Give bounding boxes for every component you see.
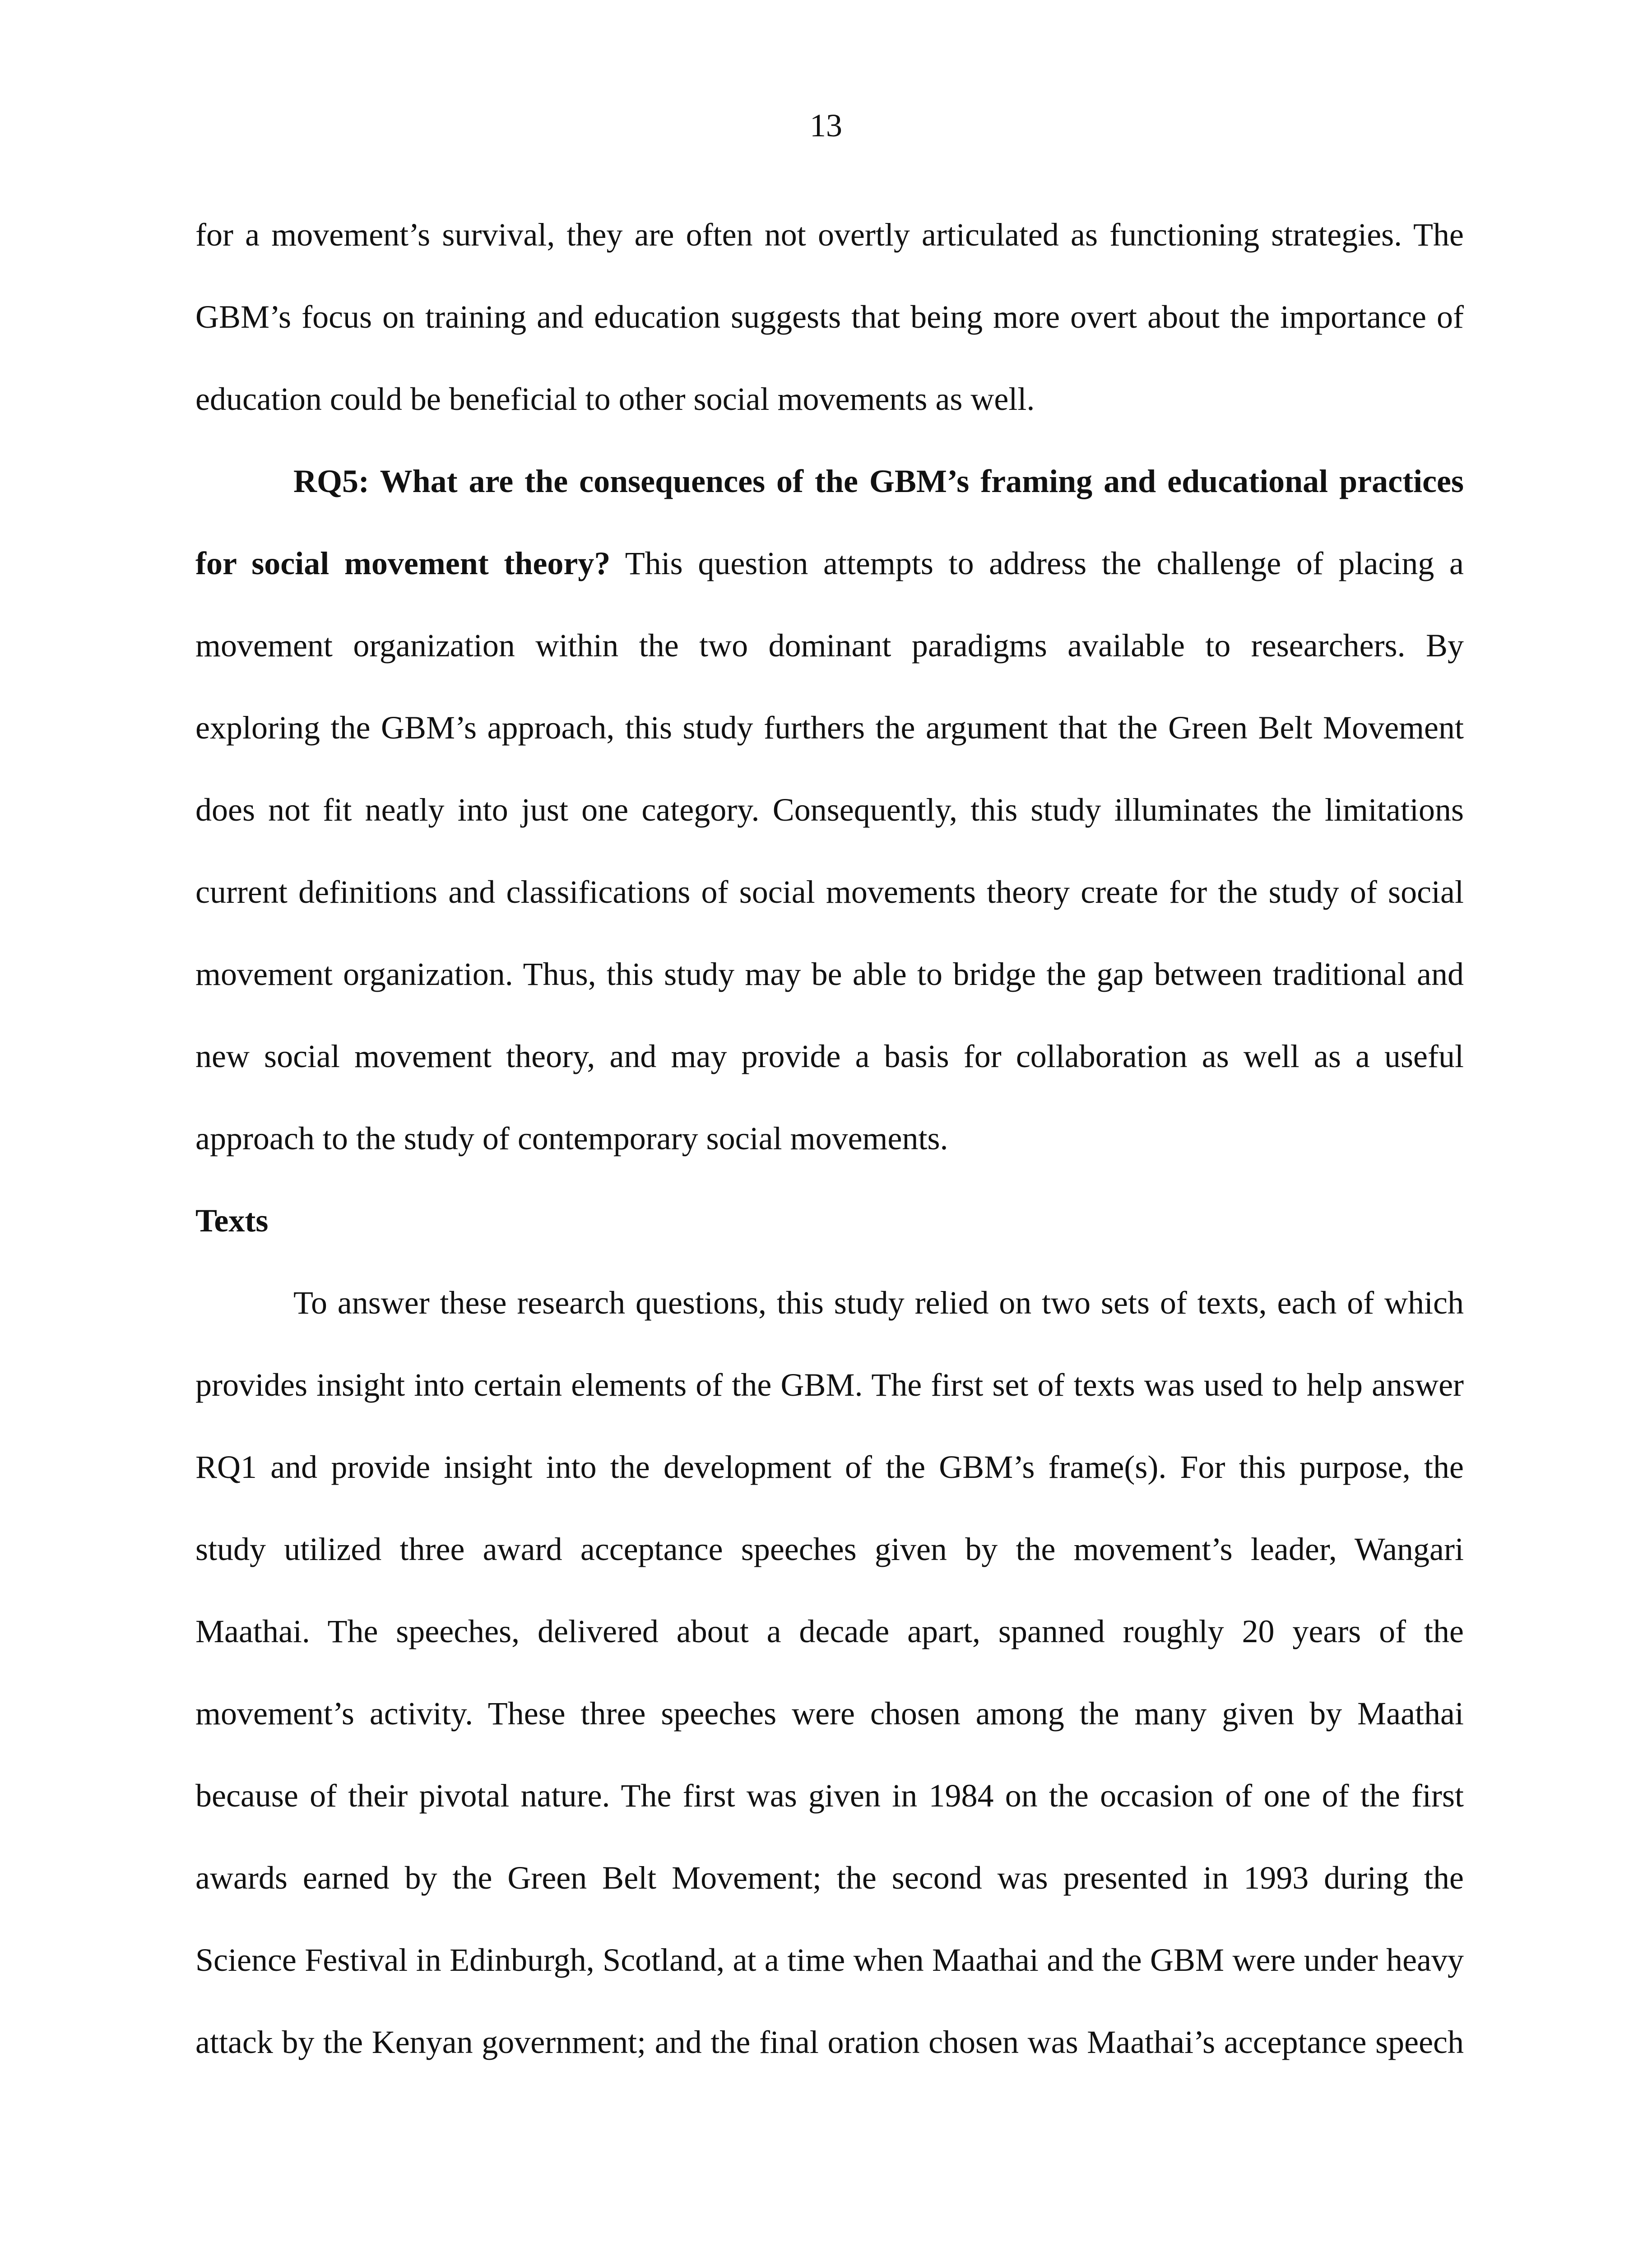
body-text: This question attempts to address the challenge of placing a bbox=[610, 545, 1464, 581]
body-line: approach to the study of contemporary social movements. bbox=[195, 1120, 948, 1156]
body-line: does not fit neatly into just one category. Consequently, this study illuminates the limitations bbox=[195, 792, 1464, 828]
body-line: because of their pivotal nature. The first was given in 1984 on the occasion of one of the first bbox=[195, 1778, 1464, 1814]
body-line: provides insight into certain elements of the GBM. The first set of texts was used to help answer bbox=[195, 1367, 1464, 1403]
body-line: for a movement’s survival, they are often not overtly articulated as functioning strategies. The bbox=[195, 217, 1464, 253]
body-line: GBM’s focus on training and education suggests that being more overt about the importance of bbox=[195, 299, 1464, 335]
body-line: study utilized three award acceptance speeches given by the movement’s leader, Wangari bbox=[195, 1531, 1464, 1567]
research-question-bold: for social movement theory? bbox=[195, 545, 611, 581]
research-question-line: RQ5: What are the consequences of the GBM’s framing and educational practices bbox=[293, 463, 1464, 499]
body-line: movement organization. Thus, this study may be able to bridge the gap between traditional and bbox=[195, 956, 1464, 992]
page-number: 13 bbox=[810, 107, 842, 144]
body-line: new social movement theory, and may provide a basis for collaboration as well as a useful bbox=[195, 1038, 1464, 1074]
body-line: movement’s activity. These three speeches were chosen among the many given by Maathai bbox=[195, 1695, 1464, 1732]
research-question-line bbox=[195, 541, 1464, 586]
body-line: Maathai. The speeches, delivered about a decade apart, spanned roughly 20 years of the bbox=[195, 1613, 1464, 1649]
body-line: education could be beneficial to other social movements as well. bbox=[195, 381, 1035, 417]
body-line: movement organization within the two dominant paradigms available to researchers. By bbox=[195, 627, 1464, 664]
body-line: current definitions and classifications of social movements theory create for the study of social bbox=[195, 874, 1464, 910]
body-line: RQ1 and provide insight into the development of the GBM’s frame(s). For this purpose, the bbox=[195, 1449, 1464, 1485]
body-line: To answer these research questions, this study relied on two sets of texts, each of which bbox=[293, 1285, 1464, 1321]
body-line: awards earned by the Green Belt Movement; the second was presented in 1993 during the bbox=[195, 1860, 1464, 1896]
body-line: attack by the Kenyan government; and the final oration chosen was Maathai’s acceptance speech bbox=[195, 2024, 1464, 2060]
body-line: exploring the GBM’s approach, this study furthers the argument that the Green Belt Movement bbox=[195, 710, 1464, 746]
section-heading: Texts bbox=[195, 1203, 269, 1239]
body-line: Science Festival in Edinburgh, Scotland, at a time when Maathai and the GBM were under heavy bbox=[195, 1942, 1464, 1978]
